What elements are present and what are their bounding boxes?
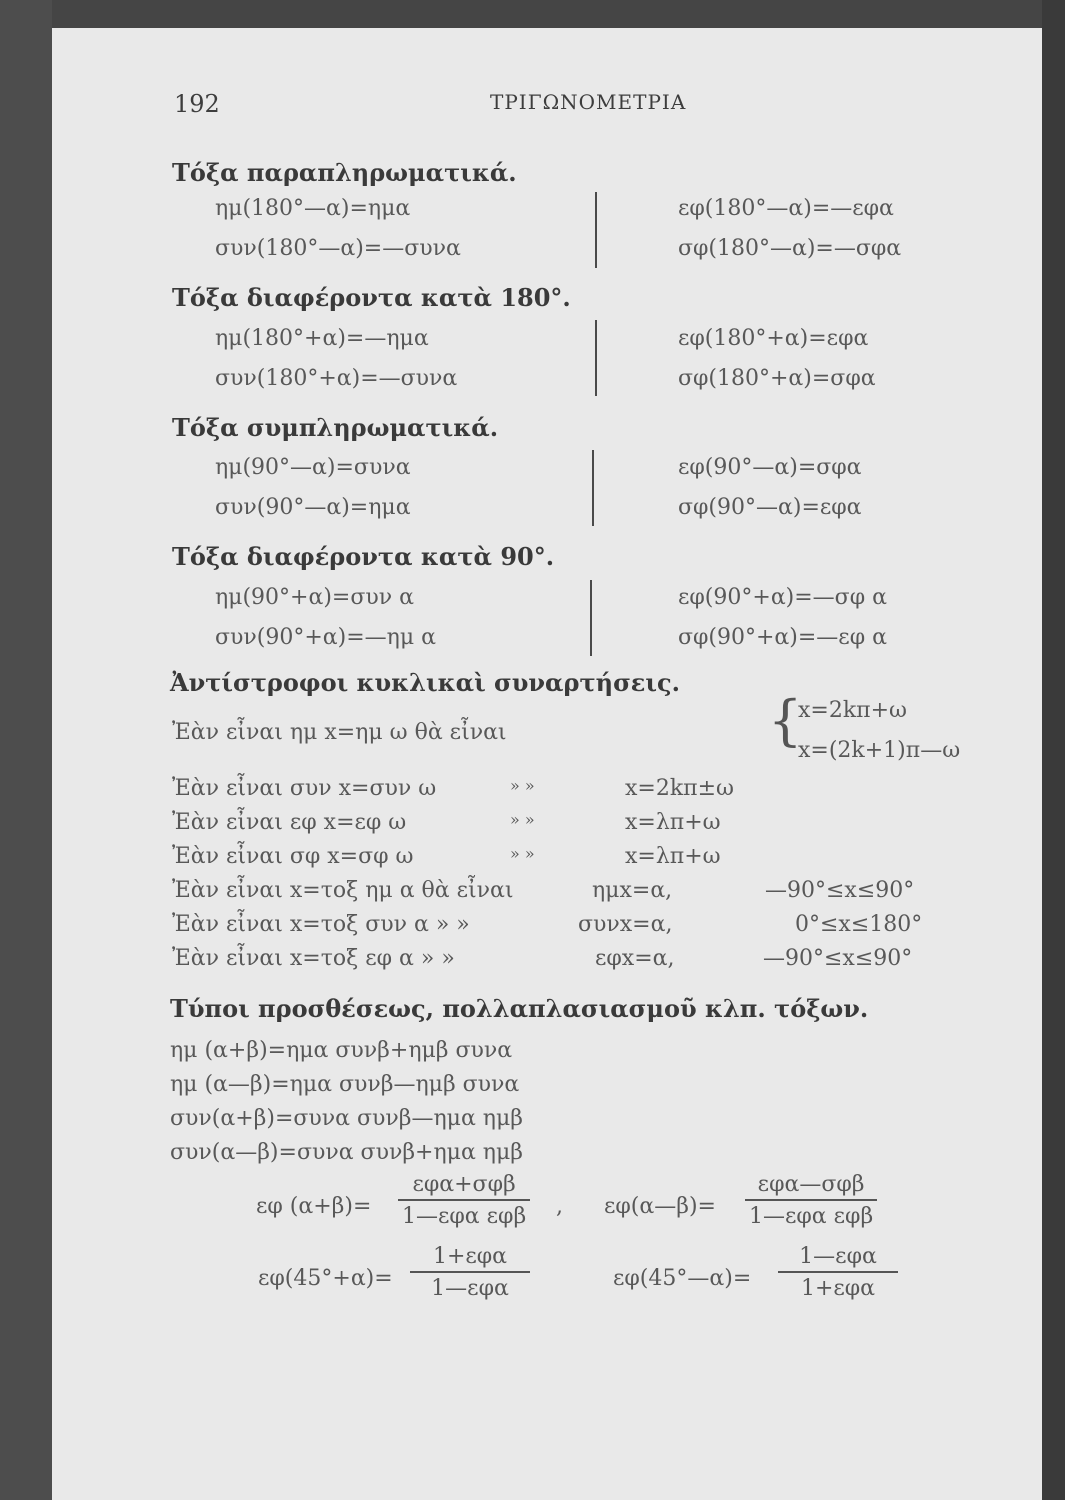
running-title: ΤΡΙΓΩΝΟΜΕΤΡΙΑ bbox=[490, 90, 687, 114]
formula: συν(α+β)=συνα συνβ—ημα ημβ bbox=[170, 1106, 523, 1131]
scan-border-left bbox=[0, 0, 52, 1500]
formula: εφ(180°—α)=—εφα bbox=[678, 196, 894, 221]
formula: εφ(90°—α)=σφα bbox=[678, 455, 862, 480]
formula: ημ(180°—α)=ημα bbox=[215, 196, 411, 221]
scan-border-top bbox=[0, 0, 1065, 28]
formula: συν(180°—α)=—συνα bbox=[215, 236, 461, 261]
divider bbox=[595, 320, 597, 396]
formula: x=λπ+ω bbox=[625, 810, 721, 835]
inverse-row: Ἐὰν εἶναι x=τοξ ημ α θὰ εἶναι bbox=[172, 878, 514, 903]
formula: εφ(180°+α)=εφα bbox=[678, 326, 869, 351]
formula: x=λπ+ω bbox=[625, 844, 721, 869]
formula: x=2kπ+ω bbox=[798, 698, 908, 723]
inverse-row: Ἐὰν εἶναι σφ x=σφ ω bbox=[172, 844, 414, 869]
denominator: 1—εφα bbox=[431, 1275, 509, 1301]
formula: συν(90°+α)=—ημ α bbox=[215, 625, 436, 650]
numerator: εφα—σφβ bbox=[757, 1172, 865, 1197]
numerator: 1+εφα bbox=[432, 1244, 508, 1269]
formula: ημx=α, bbox=[592, 878, 673, 903]
fraction bbox=[745, 1172, 877, 1229]
formula: x=2kπ±ω bbox=[625, 776, 735, 801]
denominator: 1—εφα εφβ bbox=[749, 1203, 874, 1229]
range: —90°≤x≤90° bbox=[765, 878, 915, 903]
divider bbox=[595, 192, 597, 268]
formula: εφx=α, bbox=[595, 946, 675, 971]
section-title-formulas: Τύποι προσθέσεως, πολλαπλασιασμοῦ κλπ. τόξων. bbox=[170, 994, 869, 1023]
range: 0°≤x≤180° bbox=[795, 912, 923, 937]
ditto-marks: » » bbox=[510, 776, 535, 795]
inverse-sin-statement: Ἐὰν εἶναι ημ x=ημ ω θὰ εἶναι bbox=[172, 720, 507, 745]
formula: ημ (α+β)=ημα συνβ+ημβ συνα bbox=[170, 1038, 513, 1063]
comma: , bbox=[556, 1194, 563, 1219]
section-title-differ-180: Τόξα διαφέροντα κατὰ 180°. bbox=[172, 283, 571, 312]
inverse-row: Ἐὰν εἶναι x=τοξ εφ α » » bbox=[172, 946, 455, 971]
formula: σφ(180°+α)=σφα bbox=[678, 366, 876, 391]
formula: x=(2k+1)π—ω bbox=[798, 738, 961, 763]
formula: ημ(180°+α)=—ημα bbox=[215, 326, 429, 351]
section-title-supplementary: Τόξα παραπληρωματικά. bbox=[172, 158, 517, 187]
section-title-inverse: Ἀντίστροφοι κυκλικαὶ συναρτήσεις. bbox=[170, 668, 680, 697]
formula: ημ(90°—α)=συνα bbox=[215, 455, 411, 480]
numerator: 1—εφα bbox=[799, 1244, 877, 1269]
formula-lhs: εφ(45°+α)= bbox=[258, 1266, 393, 1291]
range: —90°≤x≤90° bbox=[763, 946, 913, 971]
ditto-marks: » » bbox=[510, 810, 535, 829]
ditto-marks: » » bbox=[510, 844, 535, 863]
formula-lhs: εφ(α—β)= bbox=[604, 1194, 716, 1219]
inverse-row: Ἐὰν εἶναι x=τοξ συν α » » bbox=[172, 912, 470, 937]
scan-border-right bbox=[1042, 0, 1065, 1500]
formula: ημ (α—β)=ημα συνβ—ημβ συνα bbox=[170, 1072, 520, 1097]
formula: συνx=α, bbox=[578, 912, 673, 937]
inverse-row: Ἐὰν εἶναι εφ x=εφ ω bbox=[172, 810, 407, 835]
formula-lhs: εφ(45°—α)= bbox=[613, 1266, 752, 1291]
formula: συν(α—β)=συνα συνβ+ημα ημβ bbox=[170, 1140, 523, 1165]
brace-symbol: { bbox=[768, 689, 803, 752]
section-title-differ-90: Τόξα διαφέροντα κατὰ 90°. bbox=[172, 542, 555, 571]
page-number: 192 bbox=[174, 90, 220, 118]
denominator: 1—εφα εφβ bbox=[402, 1203, 527, 1229]
fraction bbox=[398, 1172, 530, 1229]
fraction bbox=[778, 1244, 898, 1301]
fraction bbox=[410, 1244, 530, 1301]
formula: σφ(90°—α)=εφα bbox=[678, 495, 862, 520]
formula: εφ(90°+α)=—σφ α bbox=[678, 585, 887, 610]
inverse-row: Ἐὰν εἶναι συν x=συν ω bbox=[172, 776, 437, 801]
section-title-complementary: Τόξα συμπληρωματικά. bbox=[172, 413, 499, 442]
formula: σφ(180°—α)=—σφα bbox=[678, 236, 902, 261]
formula: συν(180°+α)=—συνα bbox=[215, 366, 458, 391]
formula: σφ(90°+α)=—εφ α bbox=[678, 625, 887, 650]
formula-lhs: εφ (α+β)= bbox=[256, 1194, 372, 1219]
divider bbox=[592, 450, 594, 526]
divider bbox=[590, 580, 592, 656]
formula: ημ(90°+α)=συν α bbox=[215, 585, 414, 610]
formula: συν(90°—α)=ημα bbox=[215, 495, 411, 520]
denominator: 1+εφα bbox=[800, 1275, 876, 1301]
numerator: εφα+σφβ bbox=[412, 1172, 516, 1197]
